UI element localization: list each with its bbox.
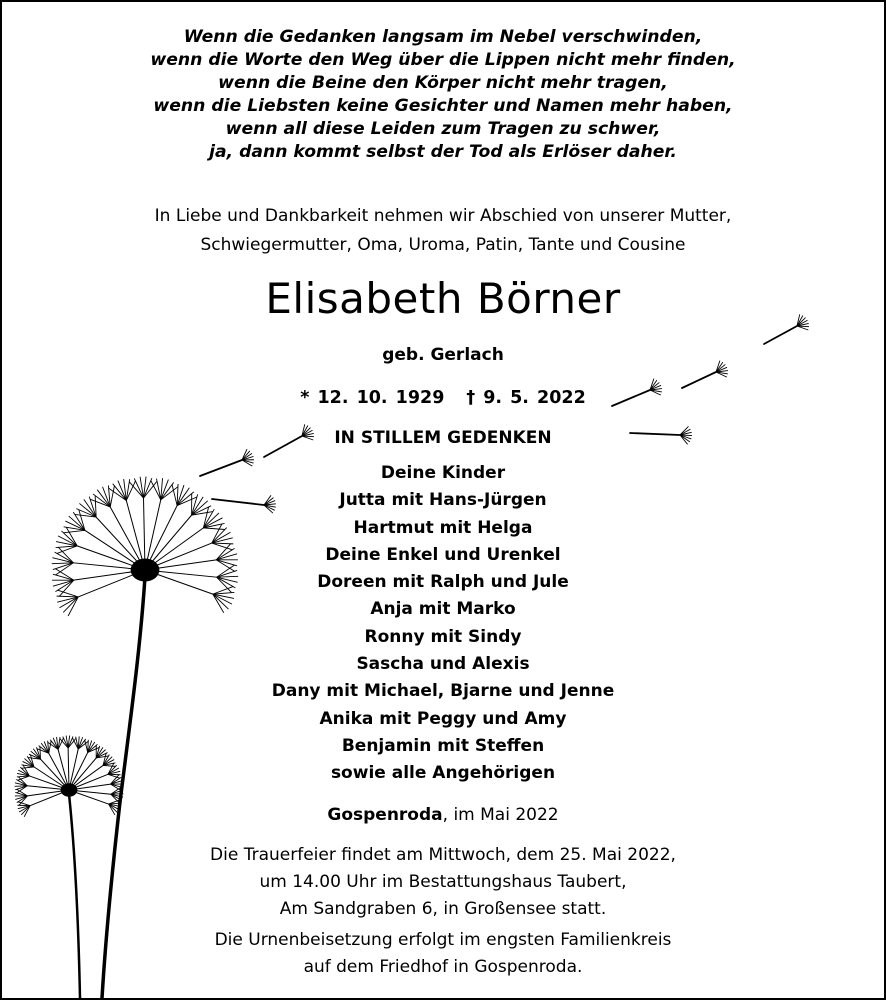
mourner-line: Anika mit Peggy und Amy bbox=[319, 708, 567, 729]
maiden-name: geb. Gerlach bbox=[382, 345, 504, 365]
funeral-info bbox=[2, 842, 884, 923]
place-and-date bbox=[2, 802, 884, 828]
life-dates bbox=[2, 385, 884, 411]
mourner-line: Doreen mit Ralph und Jule bbox=[317, 572, 569, 593]
funeral-line: Die Trauerfeier findet am Mittwoch, dem 25. Mai 2022, bbox=[210, 845, 676, 865]
mourner-line: Deine Enkel und Urenkel bbox=[325, 544, 561, 565]
funeral-line: um 14.00 Uhr im Bestattungshaus Taubert, bbox=[259, 872, 627, 892]
mourner-line: Sascha und Alexis bbox=[356, 654, 530, 675]
mourners-list bbox=[2, 460, 884, 788]
mourner-line: Hartmut mit Helga bbox=[353, 517, 533, 538]
death-date: † 9. 5. 2022 bbox=[466, 388, 586, 408]
poem-line: ja, dann kommt selbst der Tod als Erlöser daher. bbox=[209, 141, 677, 162]
mourner-line: Jutta mit Hans-Jürgen bbox=[339, 490, 547, 511]
poem bbox=[2, 26, 884, 163]
intro-text bbox=[2, 202, 884, 260]
mourner-line: Deine Kinder bbox=[380, 463, 506, 483]
town-name: Gospenroda bbox=[327, 805, 443, 825]
memorial-heading: IN STILLEM GEDENKEN bbox=[334, 428, 552, 448]
birth-date: * 12. 10. 1929 bbox=[300, 388, 445, 408]
intro-line: In Liebe und Dankbarkeit nehmen wir Abschied von unserer Mutter, bbox=[154, 206, 732, 226]
mourner-line: Ronny mit Sindy bbox=[364, 626, 522, 647]
mourner-line: Benjamin mit Steffen bbox=[341, 735, 545, 756]
intro-line: Schwiegermutter, Oma, Uroma, Patin, Tante und Cousine bbox=[200, 235, 686, 255]
poem-line: wenn die Beine den Körper nicht mehr tragen, bbox=[218, 72, 668, 93]
mourner-line: sowie alle Angehörigen bbox=[330, 763, 556, 784]
poem-line: wenn die Worte den Weg über die Lippen nicht mehr finden, bbox=[150, 49, 736, 70]
mourner-line: Anja mit Marko bbox=[370, 599, 516, 620]
urn-line: Die Urnenbeisetzung erfolgt im engsten Familienkreis bbox=[214, 930, 672, 950]
funeral-line: Am Sandgraben 6, in Großensee statt. bbox=[279, 899, 607, 919]
poem-line: wenn all diese Leiden zum Tragen zu schwer, bbox=[225, 118, 661, 139]
poem-line: wenn die Liebsten keine Gesichter und Namen mehr haben, bbox=[153, 95, 733, 116]
poem-line: Wenn die Gedanken langsam im Nebel verschwinden, bbox=[183, 27, 703, 47]
place-date: , im Mai 2022 bbox=[442, 805, 559, 825]
deceased-name: Elisabeth Börner bbox=[265, 274, 621, 323]
urn-burial-info bbox=[2, 927, 884, 981]
urn-line: auf dem Friedhof in Gospenroda. bbox=[303, 957, 583, 977]
mourner-line: Dany mit Michael, Bjarne und Jenne bbox=[271, 681, 615, 702]
